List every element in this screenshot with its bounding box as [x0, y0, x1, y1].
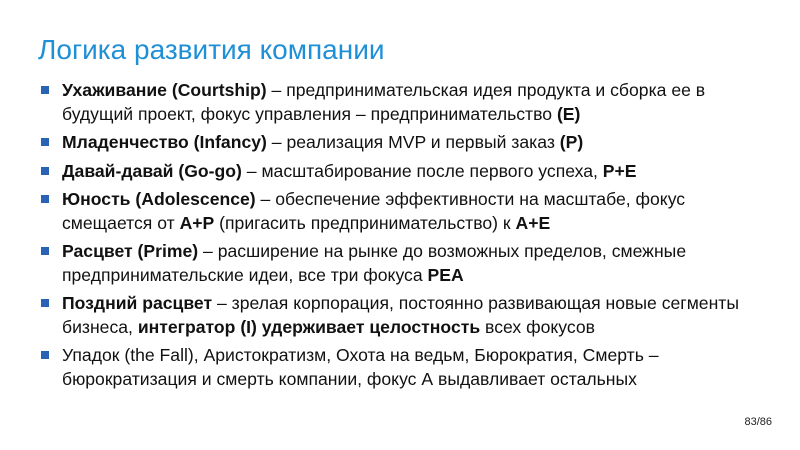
list-item-adolescence: [40, 188, 770, 235]
list-item-go-go: [40, 160, 770, 184]
stage-description: – обеспечение эффективности на масштабе, фокус смещается от: [62, 189, 686, 233]
stage-description: – масштабирование после первого успеха,: [241, 160, 603, 181]
stage-description: Упадок (the Fall), Аристократизм, Охота на ведьм, Бюрократия, Смерть – бюрократизация и смерть компании, фокус А выдавливает остальных: [62, 345, 659, 389]
stage-description: – реализация MVP и первый заказ: [266, 132, 560, 152]
stage-name: Младенчество (Infancy): [62, 132, 267, 152]
square-bullet-icon: [41, 195, 49, 203]
stage-description-cont: (пригасить предпринимательство) к: [214, 212, 516, 233]
stage-name: Поздний расцвет: [62, 293, 213, 313]
page-title: Логика развития компании: [38, 34, 385, 65]
square-bullet-icon: [41, 167, 49, 175]
stage-focus-to: A+E: [515, 212, 551, 233]
stage-description: – расширение на рынке до возможных пределов, смежные предпринимательские идеи, все три фокуса: [62, 241, 687, 285]
square-bullet-icon: [41, 138, 49, 146]
list-item-fall: [40, 344, 770, 391]
square-bullet-icon: [41, 351, 49, 359]
list-item-prime: [40, 240, 770, 287]
stage-description: – предпринимательская идея продукта и сборка ее в будущий проект, фокус управления – предпринимательство: [62, 80, 706, 124]
bullet-list: [40, 79, 770, 396]
stage-focus-from: A+P: [179, 212, 215, 233]
stage-name: Юность (Adolescence): [62, 189, 256, 209]
stage-description: – зрелая корпорация, постоянно развивающая новые сегменты бизнеса,: [62, 293, 740, 337]
stage-description-cont: всех фокусов: [480, 316, 595, 337]
list-item-late-prime: [40, 292, 770, 339]
stage-name: Давай-давай (Go-go): [62, 160, 242, 181]
stage-integrator: интегратор (I) удерживает целостность: [137, 316, 481, 337]
stage-name: Расцвет (Prime): [62, 241, 199, 261]
list-item-courtship: [40, 79, 770, 126]
stage-focus: P+E: [602, 160, 637, 181]
stage-focus: (E): [556, 103, 581, 124]
square-bullet-icon: [41, 86, 49, 94]
stage-focus: (P): [559, 132, 584, 152]
stage-name: Ухаживание (Courtship): [62, 80, 267, 100]
stage-focus: PEA: [427, 264, 464, 285]
page-number: 83/86: [744, 416, 772, 428]
square-bullet-icon: [41, 247, 49, 255]
square-bullet-icon: [41, 299, 49, 307]
list-item-infancy: [40, 131, 770, 155]
